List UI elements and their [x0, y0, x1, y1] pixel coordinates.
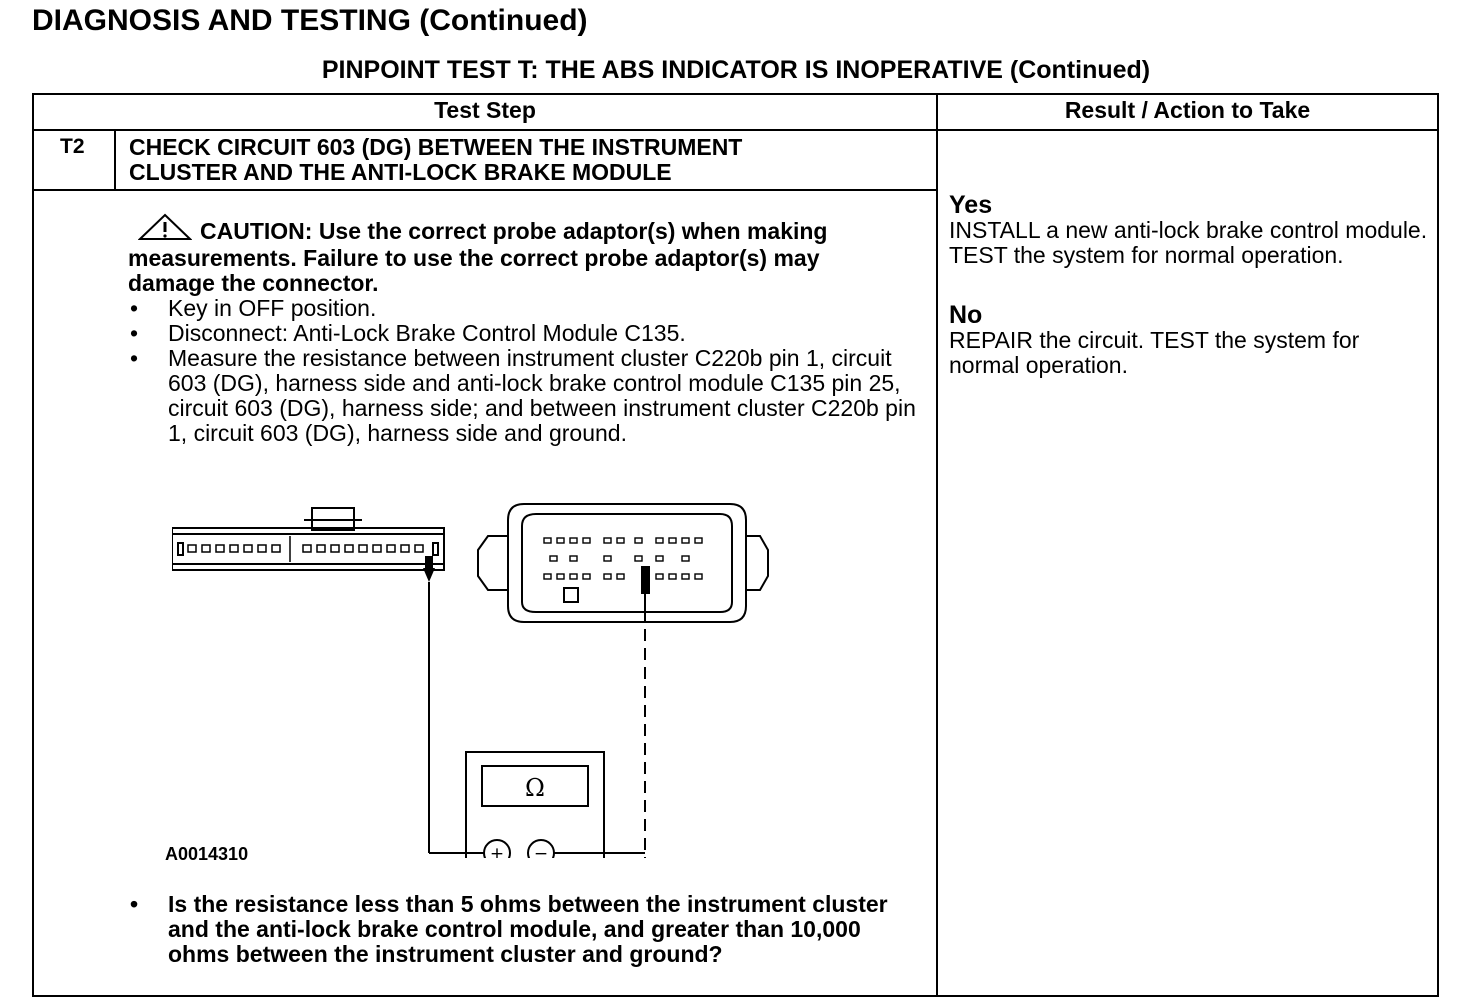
question-item: • Is the resistance less than 5 ohms between the instrument cluster and the anti-lock brake control module, and greater than 10,000 ohms between the instrument cluster and ground? — [128, 892, 918, 967]
procedure-list — [128, 296, 918, 446]
column-divider — [936, 95, 938, 995]
probe-plus-icon — [423, 556, 435, 853]
caution-text: CAUTION: Use the correct probe adaptor(s) when making measurements. Failure to use the correct probe adaptor(s) may damage the connector. — [128, 218, 828, 296]
page-title: DIAGNOSIS AND TESTING (Continued) — [32, 4, 588, 37]
question-list — [128, 892, 918, 967]
step-title-divider — [34, 189, 936, 191]
result-header: Result / Action to Take — [1064, 97, 1311, 123]
abs-pin-grid — [544, 538, 702, 579]
instrument-cluster-connector-icon — [172, 508, 444, 570]
meter-minus-label: − — [533, 844, 549, 858]
ohmmeter-icon — [429, 752, 645, 858]
list-item: • Measure the resistance between instrument cluster C220b pin 1, circuit 603 (DG), harness side and anti-lock brake control module C135 pin 25, circuit 603 (DG), harness side; and between instrument cluster C220b pin 1, circuit 603 (DG), harness side and ground. — [128, 346, 918, 446]
ohm-symbol: Ω — [525, 774, 545, 802]
header-divider — [34, 129, 1437, 131]
pin-row — [188, 536, 423, 562]
result-yes — [949, 193, 1429, 268]
no-action: REPAIR the circuit. TEST the system for normal operation. — [949, 327, 1360, 378]
pinpoint-test-title: PINPOINT TEST T: THE ABS INDICATOR IS INOPERATIVE (Continued) — [321, 56, 1151, 84]
step-id-divider — [114, 129, 116, 190]
probe-minus-icon — [641, 566, 650, 858]
connector-diagram — [172, 498, 812, 863]
meter-plus-label: + — [489, 844, 505, 858]
list-item: • Disconnect: Anti-Lock Brake Control Module C135. — [128, 321, 918, 346]
abs-module-connector-icon — [478, 504, 768, 622]
warning-triangle-icon — [138, 213, 192, 246]
yes-action: INSTALL a new anti-lock brake control module. TEST the system for normal operation. — [949, 217, 1428, 268]
caution-note — [128, 213, 848, 296]
list-item: • Key in OFF position. — [128, 296, 918, 321]
test-table — [32, 93, 1439, 997]
meter-connection-svg — [172, 498, 812, 858]
result-no — [949, 303, 1429, 378]
step-id: T2 — [60, 135, 85, 158]
yes-label: Yes — [949, 191, 993, 219]
no-label: No — [949, 301, 983, 329]
figure-id: A0014310 — [165, 844, 249, 864]
step-title: CHECK CIRCUIT 603 (DG) BETWEEN THE INSTRUMENT CLUSTER AND THE ANTI-LOCK BRAKE MODULE — [129, 134, 743, 185]
test-step-header: Test Step — [434, 97, 536, 123]
